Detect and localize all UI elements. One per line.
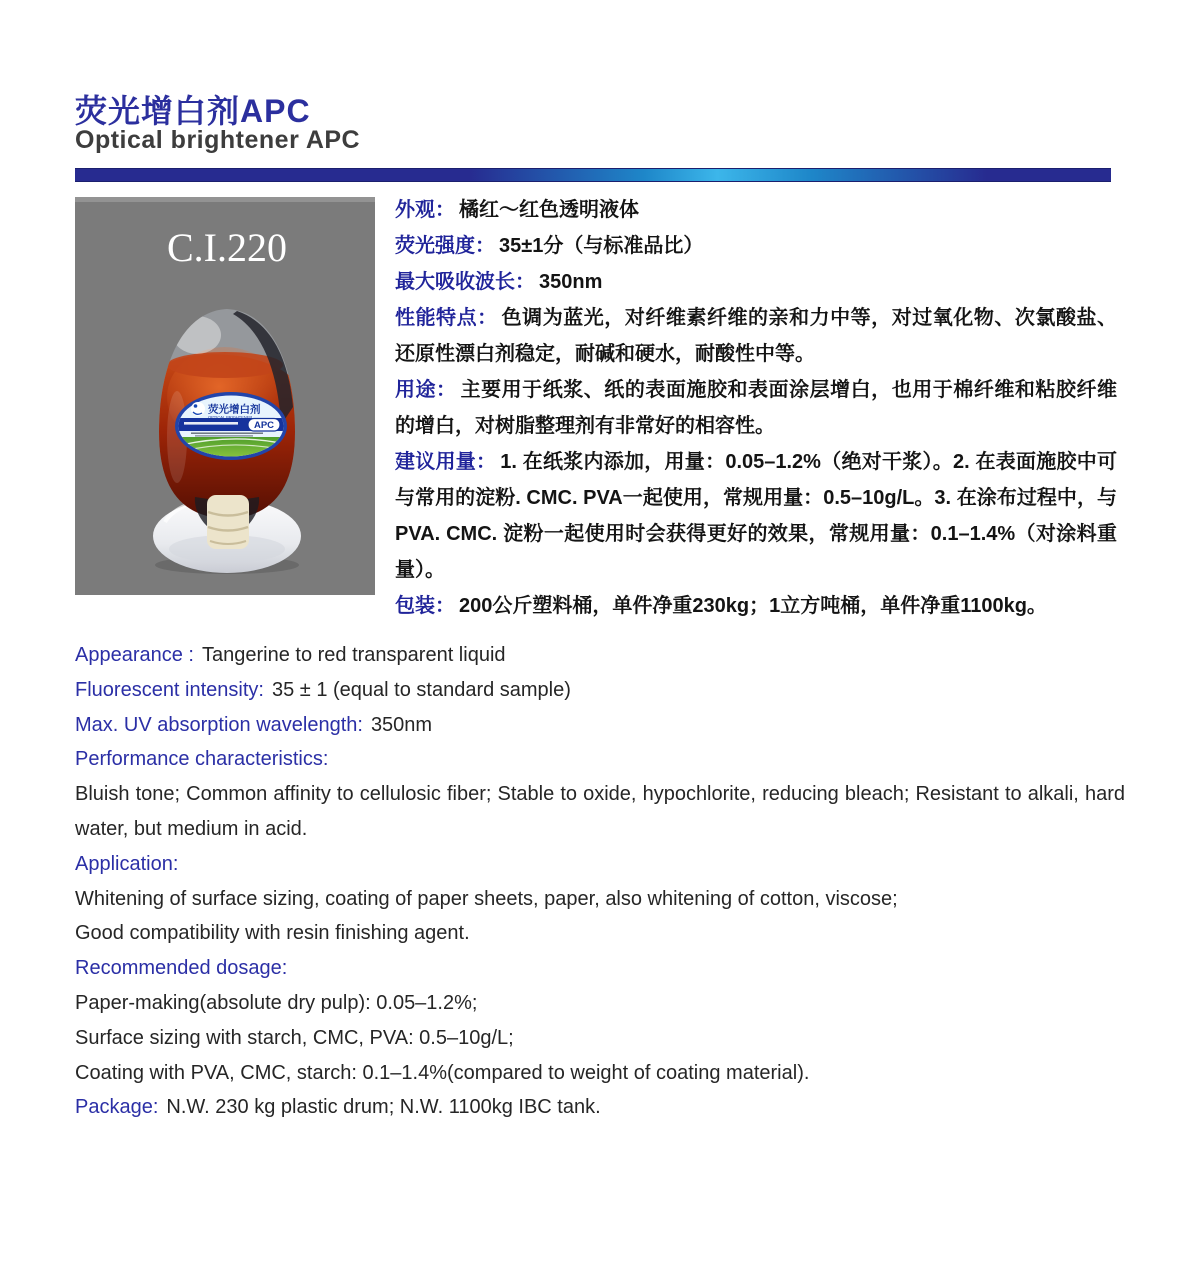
spec-label: 建议用量： <box>395 451 497 473</box>
spec-value: 350nm <box>539 271 603 293</box>
spec-value: 35±1分（与标准品比） <box>499 235 704 257</box>
spec-row-package-zh <box>395 588 1117 624</box>
heading-recommended-dosage: Recommended dosage: <box>75 957 288 980</box>
spec-row-max-wavelength-zh <box>395 264 1117 300</box>
spec-value: N.W. 230 kg plastic drum; N.W. 1100kg IBC tank. <box>166 1096 601 1119</box>
brand-logo-icon <box>194 404 198 408</box>
spec-label: 外观： <box>395 199 455 221</box>
label-fine-print-line <box>191 433 263 434</box>
spec-label: Appearance : <box>75 644 194 666</box>
spec-row-package-en <box>75 1090 1125 1125</box>
product-photo <box>75 197 375 595</box>
spec-row-appearance-en <box>75 638 1125 673</box>
page-title-zh: 荧光增白剂APC <box>75 93 311 129</box>
spec-row-max-wavelength-en <box>75 708 1125 743</box>
spec-row-application-zh <box>395 372 1117 444</box>
spec-label: 性能特点： <box>395 307 498 329</box>
spec-value: 350nm <box>370 713 433 736</box>
spec-value: 色调为蓝光，对纤维素纤维的亲和力中等，对过氧化物、次氯酸盐、还原性漂白剂稳定，耐碱和硬水，耐酸性中等。 <box>395 307 1118 365</box>
label-product-code: APC <box>253 420 275 431</box>
label-fine-print-line <box>195 435 253 436</box>
photo-caption: C.I.220 <box>167 225 287 270</box>
spec-value: 主要用于纸浆、纸的表面施胶和表面涂层增白，也用于棉纤维和粘胶纤维的增白，对树脂整理剂有非常好的相容性。 <box>395 379 1118 437</box>
heading-performance-characteristics: Performance characteristics: <box>75 748 329 771</box>
spec-value: 1. 在纸浆内添加，用量：0.05–1.2%（绝对干浆）。2. 在表面施胶中可与常用的淀粉. CMC. PVA一起使用，常规用量：0.5–10g/L。3. 在涂布过程中，与PVA. CMC. 淀粉一起使用时会获得更好的效果，常规用量：0.1–1.4%（对涂料重量）。 <box>395 451 1118 581</box>
spec-label: Fluorescent intensity: <box>75 678 264 701</box>
photo-edge-highlight <box>75 197 375 202</box>
heading-application: Application: <box>75 852 179 875</box>
spec-label: 最大吸收波长： <box>395 271 535 293</box>
spec-row-fluorescent-intensity-zh <box>395 228 1117 264</box>
product-photo-illustration <box>75 197 375 595</box>
spec-row-performance-zh <box>395 300 1117 372</box>
spec-row-appearance-zh <box>395 192 1117 228</box>
stopper-body <box>207 495 249 549</box>
label-brand-zh: 荧光增白剂 <box>208 403 261 416</box>
application-text-line: Good compatibility with resin finishing agent. <box>75 922 470 945</box>
specs-en-section <box>75 638 1125 1125</box>
spec-row-fluorescent-intensity-en <box>75 673 1125 708</box>
label-brand-en: OPTICAL BRIGHTENER <box>208 414 253 420</box>
spec-value: Tangerine to red transparent liquid <box>201 644 506 666</box>
application-text-line: Whitening of surface sizing, coating of paper sheets, paper, also whitening of cotton, viscose; <box>75 887 898 910</box>
label-band-text-line <box>184 422 238 425</box>
bottle-label <box>175 392 287 460</box>
spec-value: 橘红～红色透明液体 <box>459 199 639 221</box>
spec-label: 包装： <box>395 595 455 617</box>
spec-row-dosage-zh <box>395 444 1117 588</box>
spec-value: 35 ± 1 (equal to standard sample) <box>271 678 571 701</box>
dosage-text-line: Coating with PVA, CMC, starch: 0.1–1.4%(compared to weight of coating material). <box>75 1061 810 1084</box>
spec-label: Max. UV absorption wavelength: <box>75 713 363 736</box>
specs-zh-section <box>395 192 1117 624</box>
liquid-surface <box>167 352 283 378</box>
page-title-en: Optical brightener APC <box>75 126 361 154</box>
spec-label: Package: <box>75 1096 159 1119</box>
spec-label: 荧光强度： <box>395 235 495 257</box>
spec-label: 用途： <box>395 379 457 401</box>
performance-characteristics-text: Bluish tone; Common affinity to cellulosic fiber; Stable to oxide, hypochlorite, reducing bleach; Resistant to alkali, hard water, but medium in acid. <box>75 783 1125 840</box>
dosage-text-line: Paper-making(absolute dry pulp): 0.05–1.2%; <box>75 991 478 1014</box>
dosage-text-line: Surface sizing with starch, CMC, PVA: 0.5–10g/L; <box>75 1026 514 1049</box>
spec-value: 200公斤塑料桶，单件净重230kg；1立方吨桶，单件净重1100kg。 <box>459 595 1047 617</box>
divider-bar <box>75 168 1111 182</box>
